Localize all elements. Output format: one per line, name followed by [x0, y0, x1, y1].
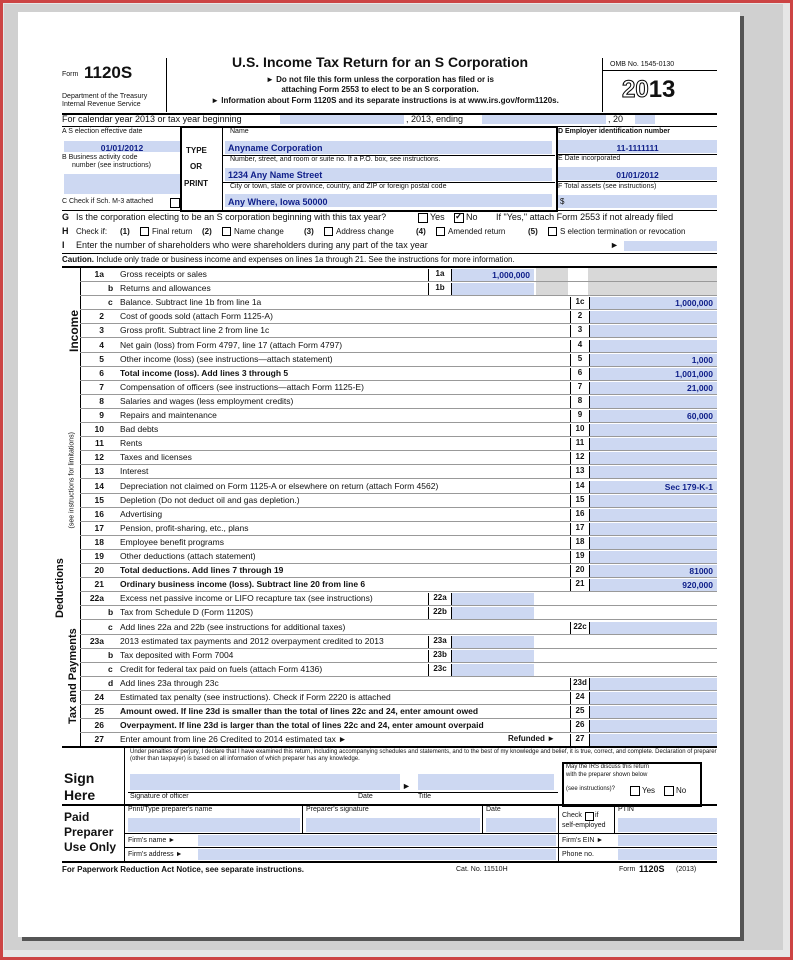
- footer-cat-no: Cat. No. 11510H: [456, 866, 508, 873]
- firm-name-label: Firm's name ►: [128, 837, 176, 844]
- form-line-row: [80, 536, 717, 550]
- line-amount-field[interactable]: [590, 311, 717, 323]
- line-number: 10: [94, 424, 104, 435]
- sign-date-label: Date: [358, 793, 373, 800]
- notice-line3: ► Information about Form 1120S and its separate instructions is at www.irs.gov/form1120s.: [211, 96, 559, 105]
- notice-line2: attaching Form 2553 to elect to be an S corporation.: [281, 85, 479, 94]
- mid-amount-field[interactable]: [452, 636, 534, 648]
- tax-section-label: Tax and Payments: [67, 628, 79, 724]
- h-opt4-label: Amended return: [448, 227, 506, 236]
- ein-value: 11-1111111: [616, 143, 659, 153]
- income-section-label: Income: [67, 309, 81, 352]
- footer-form-number: 1120S: [639, 864, 665, 874]
- form-line-row: [80, 395, 717, 409]
- form-line-row: [80, 705, 717, 719]
- h-opt4-num: (4): [416, 227, 426, 236]
- line-number: 26: [94, 720, 104, 731]
- form-line-row: [80, 494, 717, 508]
- name-change-checkbox[interactable]: [222, 227, 231, 236]
- phone-field[interactable]: [618, 849, 717, 860]
- line-amount-field[interactable]: [590, 706, 717, 718]
- line-number: 23a: [89, 635, 104, 646]
- right-box-label: 5: [570, 354, 590, 366]
- right-box-label: 4: [570, 340, 590, 352]
- amended-return-checkbox[interactable]: [436, 227, 445, 236]
- line-number: 3: [99, 325, 104, 336]
- form-word: Form: [62, 71, 79, 78]
- footer-notice: For Paperwork Reduction Act Notice, see separate instructions.: [62, 865, 304, 874]
- form-line-row: [80, 649, 717, 663]
- form-line-row: [80, 550, 717, 564]
- line-amount-value: 21,000: [687, 382, 713, 393]
- line-description: Rents: [120, 438, 143, 449]
- tax-year-end-field[interactable]: [482, 115, 606, 124]
- right-box-label: 7: [570, 382, 590, 394]
- tax-year-display: [622, 76, 675, 104]
- line-amount-field[interactable]: [590, 424, 717, 436]
- mid-box-label: 22b: [428, 607, 452, 619]
- b-label1: B Business activity code: [62, 154, 138, 161]
- perjury-statement: Under penalties of perjury, I declare that I have examined this return, including accompanying schedules and statements, and to the best of my knowledge and belief, it is true, correct, and complete. Declaration of preparer (other than taxpayer) is based on all information of which preparer has any knowledge.: [130, 749, 717, 762]
- form-line-row: [80, 606, 717, 620]
- preparer-title1: Paid: [64, 810, 90, 824]
- line-description: Add lines 23a through 23c: [120, 677, 219, 688]
- line-number: 14: [94, 480, 104, 491]
- line-amount-value: 60,000: [687, 411, 713, 421]
- form-line-row: [80, 480, 717, 494]
- street-value: 1234 Any Name Street: [228, 170, 323, 180]
- form-page: [18, 12, 740, 937]
- line-number: 8: [99, 395, 104, 406]
- form-line-row: [80, 621, 717, 635]
- self-employed-label: self-employed: [562, 822, 606, 829]
- right-box-label: 12: [570, 452, 590, 464]
- form-line-row: [80, 409, 717, 423]
- e-label: E Date incorporated: [558, 155, 621, 162]
- line-description: Interest: [120, 466, 149, 477]
- form-line-row: [80, 451, 717, 465]
- tax-year-end-yy-field[interactable]: [635, 115, 655, 124]
- irs-discuss-q1: May the IRS discuss this return: [566, 764, 650, 770]
- title-arrow-icon: ►: [402, 781, 411, 791]
- preparer-name-field[interactable]: [128, 818, 300, 832]
- year-bold: 13: [648, 76, 676, 103]
- firm-ein-field[interactable]: [618, 835, 717, 846]
- line-number: 1a: [94, 269, 104, 279]
- line-description: Overpayment. If line 23d is larger than the total of lines 22c and 24, enter amount overpaid: [120, 720, 484, 731]
- line-description: Cost of goods sold (attach Form 1125-A): [120, 311, 273, 322]
- line-description: Other income (loss) (see instructions—attach statement): [120, 353, 333, 364]
- self-employed-checkbox[interactable]: [585, 812, 594, 821]
- i-arrow-icon: ►: [610, 240, 619, 250]
- caution-text: [62, 255, 515, 264]
- line-description: Returns and allowances: [120, 283, 211, 294]
- city-label: City or town, state or province, country, and ZIP or foreign postal code: [230, 183, 447, 190]
- line-description: Tax deposited with Form 7004: [120, 649, 234, 660]
- form-body: [54, 12, 717, 937]
- footer-form-year: (2013): [676, 866, 697, 873]
- form-line-row: [80, 353, 717, 367]
- business-code-field[interactable]: [64, 174, 180, 194]
- preparer-name-label: Print/Type preparer's name: [128, 806, 213, 813]
- mid-amount-field[interactable]: [452, 607, 534, 619]
- line-amount-value: 81000: [689, 566, 713, 577]
- form-line-row: [80, 592, 717, 606]
- line-amount-field[interactable]: [590, 466, 717, 478]
- line-description: Advertising: [120, 508, 163, 519]
- or-label: OR: [190, 162, 202, 171]
- sign-title-label: Title: [418, 793, 431, 800]
- sign-title1: Sign: [64, 770, 95, 786]
- line-description: Depreciation not claimed on Form 1125-A or elsewhere on return (attach Form 4562): [120, 480, 439, 491]
- line-number: 16: [94, 508, 104, 519]
- line-description: Credit for federal tax paid on fuels (attach Form 4136): [120, 663, 323, 674]
- line-number: 25: [94, 706, 104, 717]
- line-amount-field[interactable]: [590, 523, 717, 535]
- right-box-label: 14: [570, 481, 590, 493]
- line-amount-value: 1,000: [691, 354, 713, 365]
- form-line-row: [80, 423, 717, 437]
- total-assets-dollar: $: [560, 197, 565, 206]
- line-sub-letter: b: [108, 649, 114, 660]
- line-description: Depletion (Do not deduct oil and gas depletion.): [120, 494, 300, 505]
- line-number: 11: [95, 438, 104, 449]
- firm-address-field[interactable]: [198, 849, 556, 860]
- mid-box-label: Refunded ►: [508, 734, 556, 744]
- type-label: TYPE: [186, 146, 207, 155]
- line-number: 22a: [89, 593, 104, 604]
- signature-of-officer-label: Signature of officer: [130, 793, 189, 800]
- line-number: 27: [94, 734, 104, 745]
- line-description: Compensation of officers (see instructions—attach Form 1125-E): [120, 381, 364, 392]
- right-box-label: 18: [570, 537, 590, 549]
- line-number: 12: [94, 452, 104, 463]
- right-box-label: 11: [570, 438, 590, 450]
- shareholders-field[interactable]: [624, 241, 717, 251]
- form-line-row: [80, 339, 717, 353]
- s-election-termination-checkbox[interactable]: [548, 227, 557, 236]
- line-sub-letter: d: [108, 677, 114, 688]
- right-box-label: 26: [570, 720, 590, 732]
- form-line-row: [80, 719, 717, 733]
- line-description: Add lines 22a and 22b (see instructions for additional taxes): [120, 621, 346, 632]
- line-description: Excess net passive income or LIFO recapture tax (see instructions): [120, 593, 373, 604]
- right-box-label: 1c: [570, 297, 590, 309]
- line-number: 15: [94, 494, 104, 505]
- line-amount-field[interactable]: [590, 734, 717, 746]
- form-line-row: [80, 465, 717, 479]
- line-description: Gross receipts or sales: [120, 269, 207, 279]
- g-no-label: No: [466, 212, 478, 222]
- line-amount-field[interactable]: [590, 452, 717, 464]
- right-box-label: 3: [570, 325, 590, 337]
- line-description: Amount owed. If line 23d is smaller than the total of lines 22c and 24, enter amount owed: [120, 706, 479, 717]
- preparer-title3: Use Only: [64, 840, 117, 854]
- mid-box-label: 23a: [428, 636, 452, 648]
- mid-box-label: 1b: [428, 283, 452, 295]
- right-box-label: 13: [570, 466, 590, 478]
- check-label: Check: [562, 812, 582, 819]
- line-description: Total deductions. Add lines 7 through 19: [120, 565, 284, 576]
- address-change-checkbox[interactable]: [324, 227, 333, 236]
- h-opt5-label: S election termination or revocation: [560, 227, 686, 236]
- ptin-label: PTIN: [618, 806, 634, 813]
- right-box-label: 27: [570, 734, 590, 746]
- form-line-row: [80, 508, 717, 522]
- line-amount-value: Sec 179-K-1: [664, 481, 713, 492]
- line-number: 6: [99, 367, 104, 378]
- form-line-row: [80, 663, 717, 677]
- g-no-checkmark: ✓: [455, 211, 463, 221]
- mid-amount-field[interactable]: [452, 650, 534, 662]
- firm-address-label: Firm's address ►: [128, 851, 183, 858]
- caution-body: Include only trade or business income and expenses on lines 1a through 21. See the instructions for more information.: [94, 255, 515, 264]
- line-number: 13: [94, 466, 104, 477]
- final-return-checkbox[interactable]: [140, 227, 149, 236]
- preparer-title2: Preparer: [64, 825, 114, 839]
- phone-label: Phone no.: [562, 851, 594, 858]
- h-opt2-label: Name change: [234, 227, 284, 236]
- s-election-date-value: 01/01/2012: [100, 143, 144, 153]
- line-amount-field[interactable]: [590, 438, 717, 450]
- mid-box-label: 1a: [428, 269, 452, 281]
- line-description: Gross profit. Subtract line 2 from line 1c: [120, 325, 270, 336]
- line-number: 17: [94, 522, 104, 533]
- omb-number: OMB No. 1545-0130: [610, 61, 675, 68]
- form-line-row: [80, 578, 717, 592]
- city-value: Any Where, Iowa 50000: [228, 197, 328, 207]
- line-number: 20: [94, 565, 104, 576]
- right-box-label: 16: [570, 509, 590, 521]
- right-box-label: 20: [570, 565, 590, 577]
- right-box-label: 9: [570, 410, 590, 422]
- line-amount-field[interactable]: [590, 340, 717, 352]
- form-line-row: [80, 437, 717, 451]
- right-box-label: 21: [570, 579, 590, 591]
- mid-amount-field[interactable]: [452, 593, 534, 605]
- form-number: 1120S: [84, 63, 133, 82]
- line-sub-letter: c: [108, 621, 113, 632]
- line-number: 18: [94, 536, 104, 547]
- line-description: Salaries and wages (less employment credits): [120, 395, 294, 406]
- form-line-row: [80, 296, 717, 310]
- footer-form-word: Form: [619, 866, 636, 873]
- line-description: Balance. Subtract line 1b from line 1a: [120, 297, 262, 308]
- total-assets-field[interactable]: [558, 195, 717, 208]
- mid-box-label: 22a: [428, 593, 452, 605]
- officer-title-field[interactable]: [418, 774, 554, 790]
- line-description: Employee benefit programs: [120, 536, 224, 547]
- right-box-label: 2: [570, 311, 590, 323]
- line-amount-value: 920,000: [682, 580, 713, 591]
- line-description: Enter amount from line 26 Credited to 2014 estimated tax ►: [120, 734, 347, 745]
- h-opt3-num: (3): [304, 227, 314, 236]
- irs-discuss-yes-checkbox[interactable]: [630, 786, 640, 796]
- right-box-label: 19: [570, 551, 590, 563]
- g-letter: G: [62, 212, 70, 222]
- street-label: Number, street, and room or suite no. If a P.O. box, see instructions.: [230, 156, 441, 163]
- form-line-row: [80, 691, 717, 705]
- line-sub-letter: c: [108, 297, 113, 308]
- year-outline: 20: [622, 76, 649, 103]
- right-box-label: 17: [570, 523, 590, 535]
- h-opt5-num: (5): [528, 227, 538, 236]
- right-box-label: 15: [570, 495, 590, 507]
- line-description: Other deductions (attach statement): [120, 551, 256, 561]
- right-box-label: 24: [570, 692, 590, 704]
- mid-amount-field[interactable]: [452, 664, 534, 676]
- line-amount-value: 1,001,000: [675, 368, 713, 379]
- form-line-row: [80, 381, 717, 395]
- line-description: Total income (loss). Add lines 3 through 5: [120, 367, 289, 378]
- form-line-row: [80, 635, 717, 649]
- i-letter: I: [62, 240, 65, 250]
- line-number: 21: [94, 579, 104, 590]
- deductions-note: (see instructions for limitations): [68, 432, 76, 529]
- b-label2: number (see instructions): [72, 162, 151, 169]
- i-question: Enter the number of shareholders who were shareholders during any part of the tax year: [76, 240, 428, 250]
- form-title: U.S. Income Tax Return for an S Corporation: [231, 54, 529, 70]
- irs-discuss-no-label: No: [676, 786, 687, 795]
- line-description: Ordinary business income (loss). Subtract line 20 from line 6: [120, 579, 366, 590]
- line-amount-field[interactable]: [590, 622, 717, 634]
- sign-title2: Here: [64, 787, 96, 803]
- check-if-label: if: [595, 812, 599, 819]
- form-line-row: [80, 367, 717, 381]
- form-line-row: [80, 268, 717, 282]
- form-line-row: [80, 324, 717, 338]
- h-opt1-num: (1): [120, 227, 130, 236]
- g-yes-label: Yes: [430, 212, 445, 222]
- firm-ein-label: Firm's EIN ►: [562, 837, 604, 844]
- caution-bold: Caution.: [62, 255, 94, 264]
- mid-box-label: 23b: [428, 650, 452, 662]
- line-description: Pension, profit-sharing, etc., plans: [120, 522, 249, 533]
- line-sub-letter: c: [108, 663, 113, 674]
- right-box-label: 22c: [570, 622, 590, 634]
- preparer-date-field[interactable]: [486, 818, 556, 832]
- line-sub-letter: b: [108, 607, 114, 618]
- form-line-row: [80, 310, 717, 324]
- line-description: Estimated tax penalty (see instructions). Check if Form 2220 is attached: [120, 692, 391, 702]
- g-tail: If "Yes," attach Form 2553 if not already filed: [496, 212, 674, 222]
- form-line-row: [80, 564, 717, 578]
- form-line-row: [80, 282, 717, 296]
- form-line-row: [80, 677, 717, 691]
- line-number: 24: [94, 692, 104, 702]
- d-label: D Employer identification number: [558, 128, 671, 135]
- line-number: 5: [99, 353, 104, 364]
- dept-line1: Department of the Treasury: [62, 93, 148, 100]
- g-yes-checkbox[interactable]: [418, 213, 428, 223]
- mid-amount-value: 1,000,000: [492, 270, 530, 280]
- right-box-label: 25: [570, 706, 590, 718]
- line-amount-field[interactable]: [590, 720, 717, 732]
- line-description: Taxes and licenses: [120, 452, 192, 463]
- m3-checkbox[interactable]: [170, 198, 180, 208]
- line-sub-letter: b: [108, 283, 114, 294]
- form-line-row: [80, 522, 717, 536]
- line-number: 19: [94, 551, 104, 561]
- irs-discuss-no-checkbox[interactable]: [664, 786, 674, 796]
- line-description: 2013 estimated tax payments and 2012 overpayment credited to 2013: [120, 635, 384, 646]
- dept-line2: Internal Revenue Service: [62, 101, 141, 108]
- tax-year-begin-field[interactable]: [280, 115, 404, 124]
- tax-year-mid: , 2013, ending: [406, 114, 464, 124]
- line-amount-field[interactable]: [590, 396, 717, 408]
- line-amount-field[interactable]: [590, 678, 717, 690]
- name-label: Name: [230, 128, 249, 135]
- firm-name-field[interactable]: [198, 835, 556, 846]
- preparer-signature-field[interactable]: [306, 818, 480, 832]
- line-number: 4: [99, 339, 104, 350]
- preparer-date-label: Date: [486, 806, 501, 813]
- mid-box-label: 23c: [428, 664, 452, 676]
- h-opt2-num: (2): [202, 227, 212, 236]
- line-amount-field[interactable]: [590, 509, 717, 521]
- tax-year-end: , 20: [608, 114, 624, 124]
- line-amount-field[interactable]: [590, 537, 717, 549]
- irs-discuss-q2: with the preparer shown below: [566, 772, 648, 778]
- c-label: C Check if Sch. M-3 attached: [62, 198, 154, 205]
- line-number: 7: [99, 381, 104, 392]
- line-amount-field[interactable]: [590, 551, 717, 563]
- preparer-signature-label: Preparer's signature: [306, 806, 369, 813]
- ptin-field[interactable]: [618, 818, 717, 832]
- line-amount-field[interactable]: [590, 495, 717, 507]
- right-box-label: 6: [570, 368, 590, 380]
- line-amount-value: 1,000,000: [675, 298, 713, 309]
- h-opt3-label: Address change: [336, 227, 394, 236]
- mid-amount-field[interactable]: [452, 283, 534, 295]
- line-description: Tax from Schedule D (Form 1120S): [120, 607, 254, 618]
- notice-line1: ► Do not file this form unless the corporation has filed or is: [266, 75, 494, 84]
- irs-discuss-q3: (see instructions)?: [566, 786, 616, 792]
- line-description: Repairs and maintenance: [120, 410, 217, 420]
- irs-discuss-yes-label: Yes: [642, 786, 656, 795]
- officer-signature-field[interactable]: [130, 774, 400, 790]
- line-description: Net gain (loss) from Form 4797, line 17 (attach Form 4797): [120, 339, 343, 350]
- right-box-label: 23d: [570, 678, 590, 690]
- line-number: 9: [99, 410, 104, 420]
- f-label: F Total assets (see instructions): [558, 183, 657, 190]
- g-question: Is the corporation electing to be an S corporation beginning with this tax year?: [76, 212, 387, 222]
- date-incorporated-value: 01/01/2012: [616, 170, 659, 180]
- h-opt1-label: Final return: [152, 227, 193, 236]
- right-box-label: 8: [570, 396, 590, 408]
- a-label: A S election effective date: [62, 128, 143, 135]
- name-value: Anyname Corporation: [228, 143, 323, 153]
- tax-year-label: For calendar year 2013 or tax year beginning: [62, 114, 242, 124]
- right-box-label: 10: [570, 424, 590, 436]
- h-check-if: Check if:: [76, 227, 108, 236]
- line-description: Bad debts: [120, 424, 159, 435]
- h-letter: H: [62, 226, 69, 236]
- line-amount-field[interactable]: [590, 325, 717, 337]
- deductions-section-label: Deductions: [54, 558, 66, 618]
- line-amount-field[interactable]: [590, 692, 717, 704]
- line-number: 2: [99, 311, 104, 322]
- print-label: PRINT: [184, 179, 208, 188]
